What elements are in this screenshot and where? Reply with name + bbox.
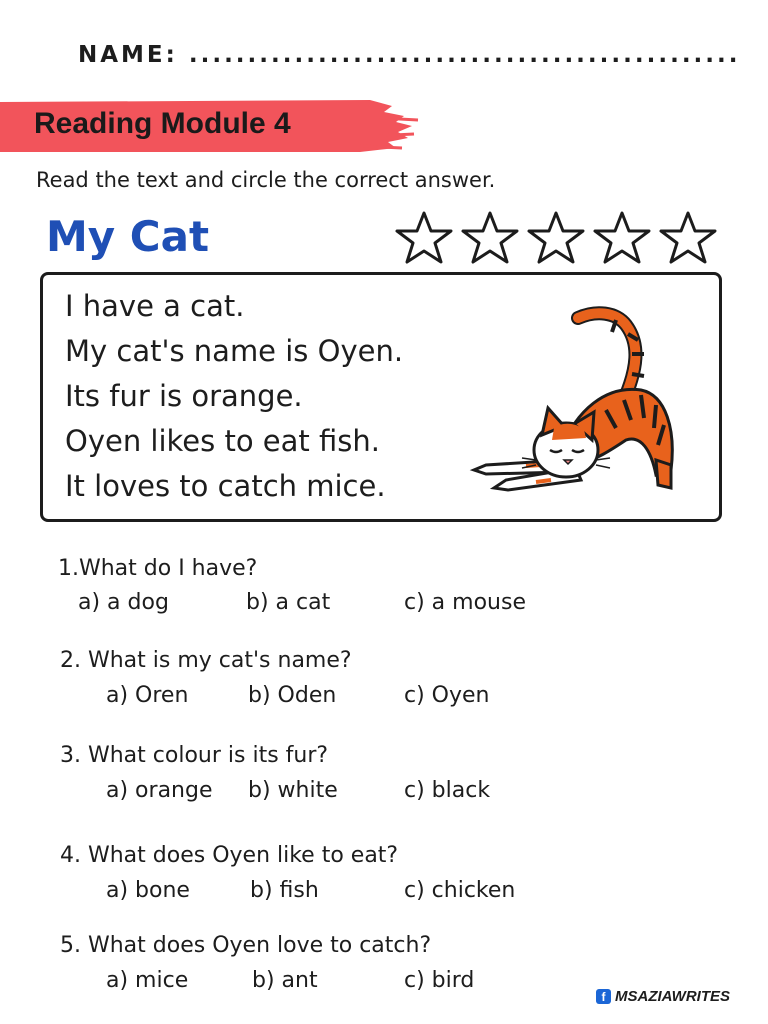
module-title: Reading Module 4 bbox=[34, 107, 291, 140]
answer-option[interactable]: b) Oden bbox=[248, 683, 337, 708]
story-line: It loves to catch mice. bbox=[65, 469, 386, 503]
rating-stars[interactable] bbox=[392, 210, 722, 266]
story-line: My cat's name is Oyen. bbox=[65, 334, 404, 368]
facebook-icon: f bbox=[596, 989, 611, 1004]
story-title: My Cat bbox=[46, 212, 210, 261]
question-3: 3. What colour is its fur? bbox=[60, 743, 329, 768]
answer-option[interactable]: b) fish bbox=[250, 878, 319, 903]
story-line: Oyen likes to eat fish. bbox=[65, 424, 380, 458]
name-field-label: NAME: ............................................... bbox=[78, 42, 741, 68]
cat-illustration bbox=[466, 300, 686, 500]
star-icon bbox=[463, 213, 517, 262]
answer-option[interactable]: a) mice bbox=[106, 968, 189, 993]
answer-option[interactable]: c) a mouse bbox=[404, 590, 526, 615]
answer-option[interactable]: a) Oren bbox=[106, 683, 189, 708]
answer-option[interactable]: c) chicken bbox=[404, 878, 516, 903]
question-1: 1.What do I have? bbox=[58, 556, 258, 581]
answer-option[interactable]: b) a cat bbox=[246, 590, 331, 615]
answer-option[interactable]: c) bird bbox=[404, 968, 475, 993]
star-icon bbox=[595, 213, 649, 262]
answer-option[interactable]: b) white bbox=[248, 778, 338, 803]
answer-option[interactable]: c) Oyen bbox=[404, 683, 490, 708]
answer-option[interactable]: c) black bbox=[404, 778, 491, 803]
answer-option[interactable]: b) ant bbox=[252, 968, 318, 993]
star-icon bbox=[661, 213, 715, 262]
question-2: 2. What is my cat's name? bbox=[60, 648, 352, 673]
footer-label: MSAZIAWRITES bbox=[615, 988, 730, 1005]
instruction-text: Read the text and circle the correct answer. bbox=[36, 168, 496, 192]
star-icon bbox=[529, 213, 583, 262]
answer-option[interactable]: a) a dog bbox=[78, 590, 169, 615]
story-line: I have a cat. bbox=[65, 289, 245, 323]
question-5: 5. What does Oyen love to catch? bbox=[60, 933, 432, 958]
answer-option[interactable]: a) bone bbox=[106, 878, 190, 903]
story-line: Its fur is orange. bbox=[65, 379, 303, 413]
question-4: 4. What does Oyen like to eat? bbox=[60, 843, 399, 868]
footer-credit bbox=[596, 986, 730, 1004]
star-icon bbox=[397, 213, 451, 262]
answer-option[interactable]: a) orange bbox=[106, 778, 213, 803]
